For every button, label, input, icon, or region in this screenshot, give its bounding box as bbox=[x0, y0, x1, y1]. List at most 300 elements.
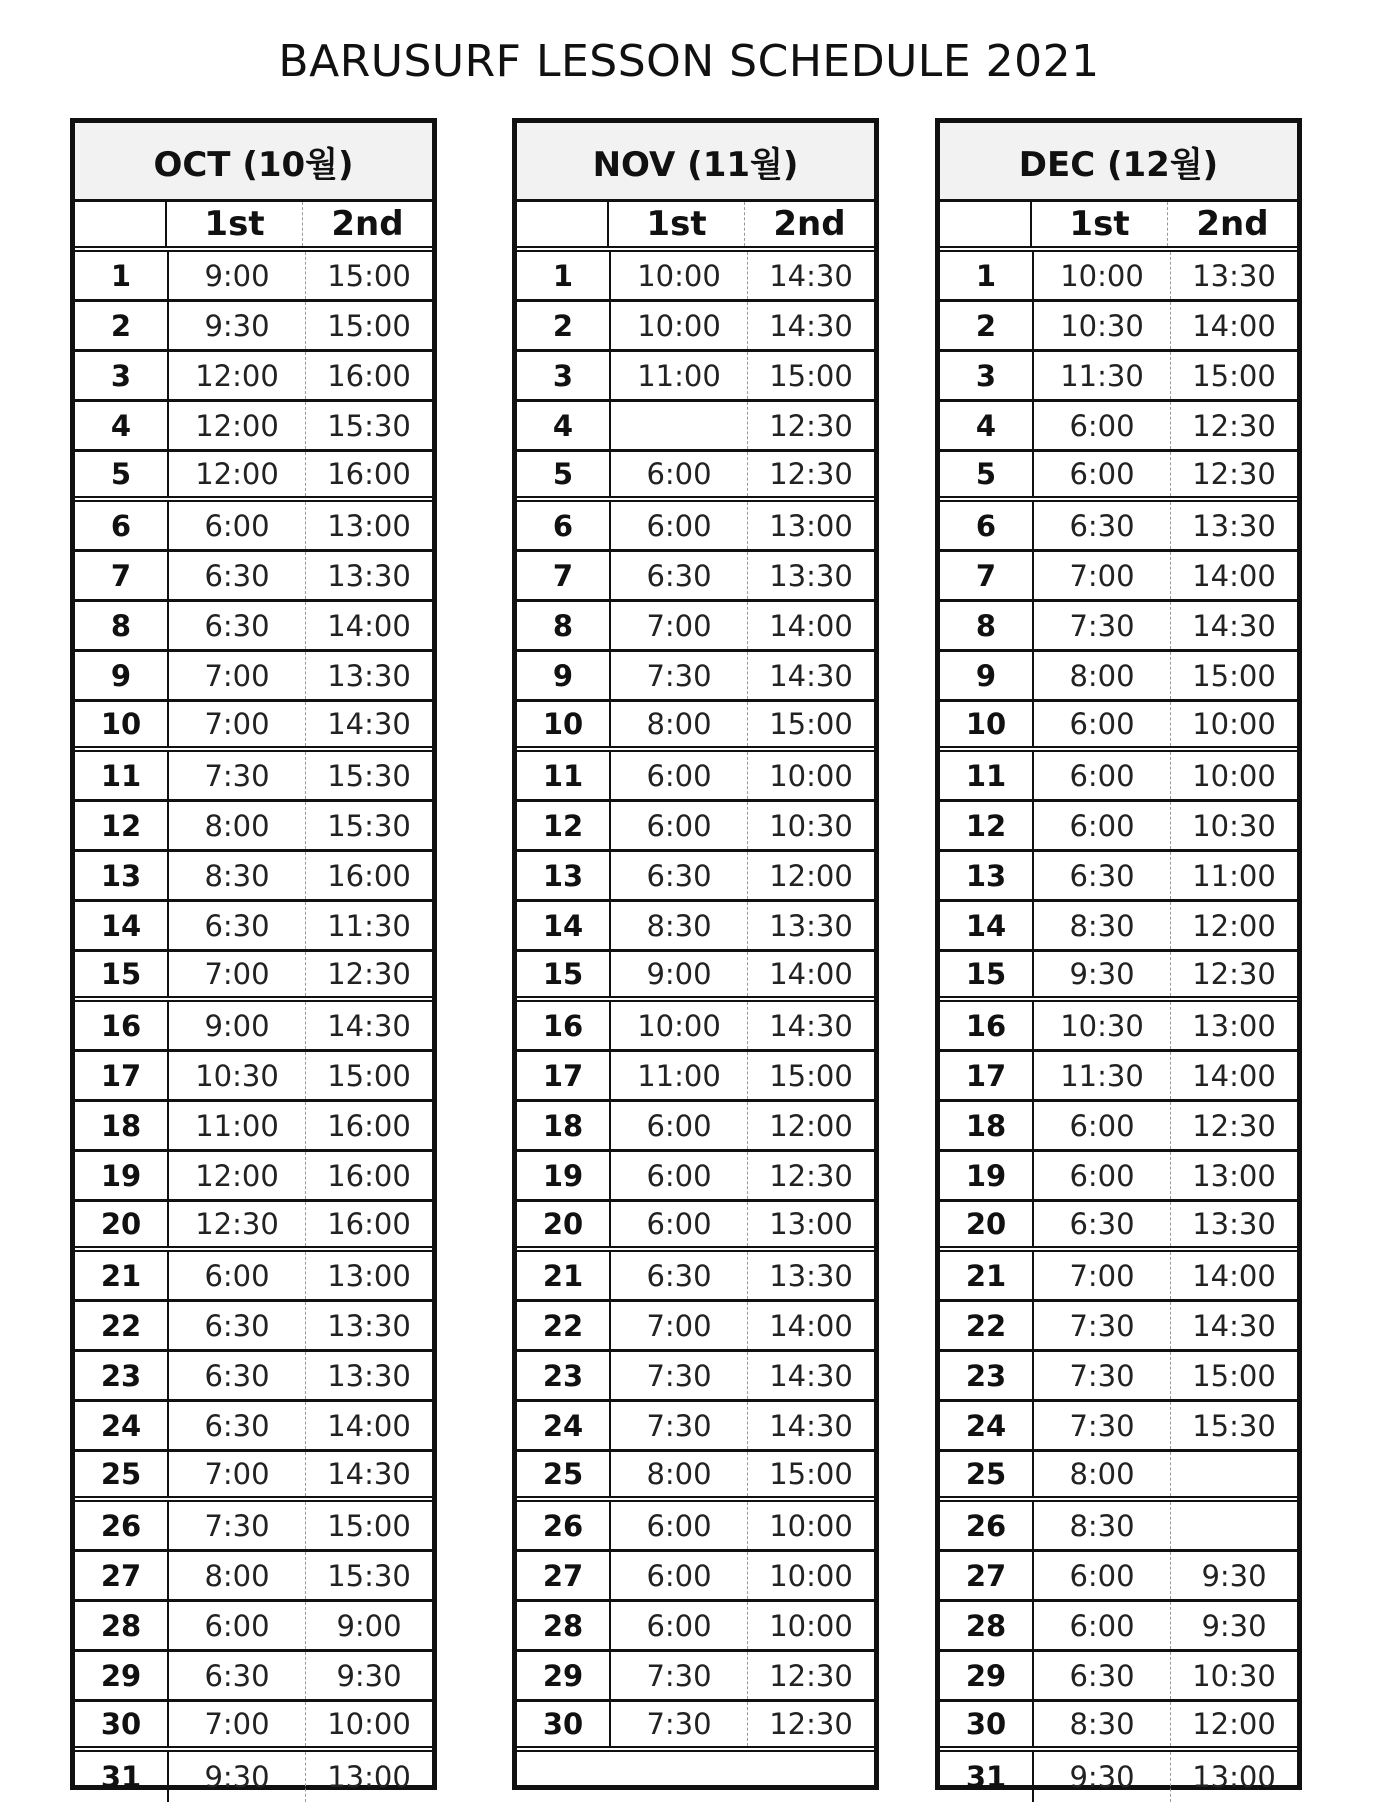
second-lesson-header: 2nd bbox=[1196, 204, 1269, 244]
first-lesson-time: 7:00 bbox=[169, 652, 306, 699]
day-cell: 7 bbox=[940, 552, 1034, 599]
day-cell: 24 bbox=[940, 1402, 1034, 1449]
first-lesson-time: 7:30 bbox=[169, 752, 306, 799]
second-lesson-time: 14:30 bbox=[769, 308, 853, 343]
table-row bbox=[940, 1302, 1297, 1352]
first-lesson-time: 7:30 bbox=[611, 1702, 748, 1746]
day-cell: 25 bbox=[517, 1452, 611, 1496]
second-lesson-time: 13:30 bbox=[327, 1358, 411, 1393]
table-row bbox=[75, 1752, 432, 1802]
first-lesson-time: 8:30 bbox=[1034, 1502, 1171, 1549]
second-lesson-time: 15:00 bbox=[769, 1058, 853, 1093]
table-row bbox=[517, 1652, 874, 1702]
day-cell bbox=[517, 1752, 609, 1802]
month-table-oct bbox=[70, 118, 437, 1794]
day-cell: 5 bbox=[517, 452, 611, 496]
first-lesson-time: 8:00 bbox=[611, 702, 748, 746]
second-lesson-time: 10:00 bbox=[769, 1608, 853, 1643]
second-lesson-time: 13:30 bbox=[769, 908, 853, 943]
first-lesson-header: 1st bbox=[609, 202, 745, 246]
second-lesson-time: 9:30 bbox=[1201, 1558, 1267, 1593]
second-lesson-time: 15:30 bbox=[327, 758, 411, 793]
first-lesson-time: 9:30 bbox=[169, 1752, 306, 1802]
first-lesson-time: 11:00 bbox=[169, 1102, 306, 1149]
first-lesson-time: 6:30 bbox=[169, 902, 306, 949]
second-lesson-time: 10:00 bbox=[769, 1558, 853, 1593]
day-cell: 6 bbox=[75, 502, 169, 549]
first-lesson-time: 6:30 bbox=[169, 552, 306, 599]
table-row bbox=[517, 502, 874, 552]
second-lesson-time: 12:30 bbox=[769, 1158, 853, 1193]
second-lesson-time: 14:30 bbox=[327, 707, 411, 741]
first-lesson-time: 9:00 bbox=[169, 252, 306, 299]
table-row bbox=[517, 602, 874, 652]
first-lesson-time: 7:00 bbox=[1034, 552, 1171, 599]
table-row bbox=[517, 902, 874, 952]
first-lesson-time: 10:00 bbox=[611, 252, 748, 299]
second-lesson-time: 11:00 bbox=[1192, 858, 1276, 893]
day-cell: 9 bbox=[75, 652, 169, 699]
table-row bbox=[517, 952, 874, 1002]
day-cell: 6 bbox=[517, 502, 611, 549]
day-cell: 8 bbox=[75, 602, 169, 649]
second-lesson-time: 15:00 bbox=[769, 707, 853, 741]
first-lesson-time: 10:30 bbox=[1034, 302, 1171, 349]
day-cell: 2 bbox=[517, 302, 611, 349]
first-lesson-time: 6:00 bbox=[1034, 752, 1171, 799]
second-lesson-time: 16:00 bbox=[327, 1207, 411, 1241]
day-cell: 16 bbox=[940, 1002, 1034, 1049]
table-row bbox=[517, 1302, 874, 1352]
second-lesson-time: 14:00 bbox=[327, 608, 411, 643]
day-cell: 29 bbox=[517, 1652, 611, 1699]
schedule-title: BARUSURF LESSON SCHEDULE 2021 bbox=[278, 36, 1100, 87]
day-cell: 22 bbox=[940, 1302, 1034, 1349]
month-header: NOV (11월) bbox=[517, 123, 874, 202]
second-lesson-time: 14:30 bbox=[769, 258, 853, 293]
second-lesson-time: 13:00 bbox=[1192, 1158, 1276, 1193]
table-row bbox=[940, 252, 1297, 302]
day-cell: 6 bbox=[940, 502, 1034, 549]
first-lesson-time: 7:00 bbox=[1034, 1252, 1171, 1299]
day-cell: 2 bbox=[75, 302, 169, 349]
day-cell: 30 bbox=[940, 1702, 1034, 1746]
day-cell: 22 bbox=[75, 1302, 169, 1349]
day-cell: 29 bbox=[940, 1652, 1034, 1699]
day-cell: 24 bbox=[517, 1402, 611, 1449]
second-lesson-time: 15:00 bbox=[1192, 1358, 1276, 1393]
first-lesson-time: 6:30 bbox=[169, 1352, 306, 1399]
table-row bbox=[75, 752, 432, 802]
first-lesson-time: 8:00 bbox=[611, 1452, 748, 1496]
first-lesson-time: 7:30 bbox=[1034, 1352, 1171, 1399]
first-lesson-time: 6:00 bbox=[611, 1152, 748, 1199]
day-cell: 15 bbox=[940, 952, 1034, 996]
first-lesson-time: 9:00 bbox=[611, 952, 748, 996]
first-lesson-time: 6:30 bbox=[1034, 1652, 1171, 1699]
day-cell: 16 bbox=[75, 1002, 169, 1049]
first-lesson-time: 10:00 bbox=[611, 302, 748, 349]
second-lesson-time: 11:30 bbox=[327, 908, 411, 943]
first-lesson-time: 8:00 bbox=[1034, 1452, 1171, 1496]
first-lesson-time: 12:00 bbox=[169, 402, 306, 449]
table-row bbox=[940, 402, 1297, 452]
day-cell: 9 bbox=[517, 652, 611, 699]
second-lesson-time: 15:00 bbox=[327, 308, 411, 343]
second-lesson-time: 14:00 bbox=[1192, 1058, 1276, 1093]
day-cell: 13 bbox=[940, 852, 1034, 899]
day-cell: 1 bbox=[940, 252, 1034, 299]
day-cell: 15 bbox=[517, 952, 611, 996]
day-cell: 14 bbox=[940, 902, 1034, 949]
first-lesson-time: 6:00 bbox=[611, 502, 748, 549]
table-row bbox=[75, 1252, 432, 1302]
table-row bbox=[517, 1152, 874, 1202]
table-row bbox=[517, 752, 874, 802]
first-lesson-time: 12:30 bbox=[169, 1202, 306, 1246]
day-cell: 21 bbox=[940, 1252, 1034, 1299]
first-lesson-time: 10:30 bbox=[1034, 1002, 1171, 1049]
table-row bbox=[940, 502, 1297, 552]
table-row bbox=[75, 552, 432, 602]
table-row bbox=[75, 1302, 432, 1352]
second-lesson-time: 13:30 bbox=[1192, 508, 1276, 543]
second-lesson-time: 14:30 bbox=[1192, 1308, 1276, 1343]
first-lesson-time: 7:30 bbox=[1034, 602, 1171, 649]
day-cell: 10 bbox=[75, 702, 169, 746]
second-lesson-time: 12:30 bbox=[1192, 408, 1276, 443]
day-cell: 15 bbox=[75, 952, 169, 996]
second-lesson-time: 14:30 bbox=[327, 1457, 411, 1491]
second-lesson-time bbox=[1171, 1502, 1297, 1549]
day-cell: 14 bbox=[517, 902, 611, 949]
first-lesson-time bbox=[609, 1752, 745, 1802]
first-lesson-time: 6:00 bbox=[1034, 802, 1171, 849]
second-lesson-time: 13:00 bbox=[769, 1207, 853, 1241]
first-lesson-time: 6:00 bbox=[611, 1502, 748, 1549]
table-row bbox=[75, 252, 432, 302]
second-lesson-time: 10:00 bbox=[1192, 758, 1276, 793]
second-lesson-time: 14:00 bbox=[769, 1308, 853, 1343]
first-lesson-time: 6:00 bbox=[1034, 1152, 1171, 1199]
month-header: DEC (12월) bbox=[940, 123, 1297, 202]
day-cell: 23 bbox=[940, 1352, 1034, 1399]
first-lesson-time: 8:00 bbox=[169, 802, 306, 849]
first-lesson-time: 12:00 bbox=[169, 1152, 306, 1199]
day-cell: 19 bbox=[940, 1152, 1034, 1199]
first-lesson-time: 6:30 bbox=[169, 1302, 306, 1349]
table-row bbox=[75, 652, 432, 702]
table-row bbox=[940, 1502, 1297, 1552]
month-header: OCT (10월) bbox=[75, 123, 432, 202]
day-cell: 3 bbox=[75, 352, 169, 399]
first-lesson-time: 6:00 bbox=[1034, 452, 1171, 496]
table-row bbox=[75, 1452, 432, 1502]
day-cell: 5 bbox=[940, 452, 1034, 496]
day-cell: 18 bbox=[940, 1102, 1034, 1149]
first-lesson-time: 12:00 bbox=[169, 452, 306, 496]
day-cell: 21 bbox=[75, 1252, 169, 1299]
table-row bbox=[940, 852, 1297, 902]
day-cell: 4 bbox=[75, 402, 169, 449]
day-cell: 30 bbox=[517, 1702, 611, 1746]
first-lesson-time: 11:30 bbox=[1034, 352, 1171, 399]
day-cell: 8 bbox=[517, 602, 611, 649]
second-lesson-time: 10:00 bbox=[769, 1508, 853, 1543]
table-row bbox=[75, 1202, 432, 1252]
day-cell: 23 bbox=[517, 1352, 611, 1399]
day-cell: 4 bbox=[517, 402, 611, 449]
table-row bbox=[517, 1252, 874, 1302]
column-header-row bbox=[517, 202, 874, 252]
table-row bbox=[75, 1352, 432, 1402]
second-lesson-time: 9:00 bbox=[336, 1608, 402, 1643]
day-column-header bbox=[517, 202, 609, 246]
second-lesson-time: 15:00 bbox=[327, 1508, 411, 1543]
table-row bbox=[940, 1152, 1297, 1202]
table-row bbox=[940, 652, 1297, 702]
first-lesson-time: 8:30 bbox=[1034, 1702, 1171, 1746]
day-column-header bbox=[75, 202, 167, 246]
second-lesson-time: 12:30 bbox=[769, 457, 853, 491]
first-lesson-time: 10:00 bbox=[611, 1002, 748, 1049]
first-lesson-time: 7:30 bbox=[1034, 1302, 1171, 1349]
table-row bbox=[940, 302, 1297, 352]
first-lesson-time: 9:30 bbox=[169, 302, 306, 349]
table-row bbox=[940, 1002, 1297, 1052]
day-cell: 27 bbox=[517, 1552, 611, 1599]
first-lesson-time bbox=[611, 402, 748, 449]
day-cell: 5 bbox=[75, 452, 169, 496]
table-row bbox=[940, 1202, 1297, 1252]
column-header-row bbox=[75, 202, 432, 252]
first-lesson-time: 7:30 bbox=[611, 652, 748, 699]
day-cell: 26 bbox=[75, 1502, 169, 1549]
day-cell: 20 bbox=[517, 1202, 611, 1246]
day-cell: 26 bbox=[940, 1502, 1034, 1549]
first-lesson-time: 6:00 bbox=[1034, 1602, 1171, 1649]
second-lesson-time: 16:00 bbox=[327, 457, 411, 491]
day-cell: 13 bbox=[75, 852, 169, 899]
second-lesson-time: 15:00 bbox=[327, 1058, 411, 1093]
second-lesson-time: 14:30 bbox=[327, 1008, 411, 1043]
table-row bbox=[75, 1402, 432, 1452]
table-row bbox=[940, 552, 1297, 602]
second-lesson-time: 13:00 bbox=[1192, 1008, 1276, 1043]
table-row bbox=[940, 1102, 1297, 1152]
second-lesson-time: 12:30 bbox=[769, 408, 853, 443]
day-cell: 13 bbox=[517, 852, 611, 899]
day-cell: 31 bbox=[940, 1752, 1034, 1802]
second-lesson-time: 12:00 bbox=[1192, 908, 1276, 943]
second-lesson-time: 9:30 bbox=[1201, 1608, 1267, 1643]
first-lesson-time: 6:30 bbox=[1034, 502, 1171, 549]
first-lesson-time: 6:30 bbox=[611, 852, 748, 899]
first-lesson-time: 10:30 bbox=[169, 1052, 306, 1099]
second-lesson-time: 14:00 bbox=[1192, 1258, 1276, 1293]
second-lesson-time: 12:30 bbox=[1192, 957, 1276, 991]
day-cell: 3 bbox=[517, 352, 611, 399]
day-cell: 27 bbox=[75, 1552, 169, 1599]
table-row bbox=[940, 1602, 1297, 1652]
table-row bbox=[517, 1002, 874, 1052]
second-lesson-time: 15:30 bbox=[327, 808, 411, 843]
table-row bbox=[940, 1702, 1297, 1752]
day-cell: 30 bbox=[75, 1702, 169, 1746]
day-cell: 1 bbox=[517, 252, 611, 299]
first-lesson-time: 6:00 bbox=[611, 1102, 748, 1149]
table-row bbox=[517, 452, 874, 502]
first-lesson-time: 6:00 bbox=[169, 1252, 306, 1299]
second-lesson-time: 14:30 bbox=[769, 658, 853, 693]
table-row bbox=[517, 1352, 874, 1402]
day-cell: 10 bbox=[517, 702, 611, 746]
second-lesson-time: 10:00 bbox=[769, 758, 853, 793]
first-lesson-time: 7:00 bbox=[611, 602, 748, 649]
table-row bbox=[940, 702, 1297, 752]
table-row bbox=[517, 702, 874, 752]
second-lesson-time: 14:30 bbox=[769, 1408, 853, 1443]
day-cell: 19 bbox=[517, 1152, 611, 1199]
second-lesson-time: 10:30 bbox=[1192, 808, 1276, 843]
day-cell: 14 bbox=[75, 902, 169, 949]
table-row bbox=[75, 902, 432, 952]
table-row bbox=[517, 1052, 874, 1102]
first-lesson-time: 7:00 bbox=[169, 1452, 306, 1496]
second-lesson-time: 15:30 bbox=[327, 1558, 411, 1593]
first-lesson-header: 1st bbox=[1032, 202, 1168, 246]
second-lesson-time: 13:00 bbox=[327, 1760, 411, 1794]
second-lesson-time: 13:30 bbox=[769, 558, 853, 593]
table-row bbox=[75, 1002, 432, 1052]
table-row bbox=[517, 252, 874, 302]
first-lesson-header: 1st bbox=[167, 202, 303, 246]
table-row bbox=[940, 602, 1297, 652]
first-lesson-time: 10:00 bbox=[1034, 252, 1171, 299]
second-lesson-time: 13:00 bbox=[1192, 1760, 1276, 1794]
second-lesson-time: 15:30 bbox=[1192, 1408, 1276, 1443]
table-row bbox=[75, 1102, 432, 1152]
day-cell: 23 bbox=[75, 1352, 169, 1399]
table-row bbox=[940, 802, 1297, 852]
second-lesson-time: 15:00 bbox=[327, 258, 411, 293]
empty-row bbox=[517, 1752, 874, 1802]
table-row bbox=[940, 1052, 1297, 1102]
first-lesson-time: 9:00 bbox=[169, 1002, 306, 1049]
first-lesson-time: 6:00 bbox=[611, 1552, 748, 1599]
second-lesson-time: 16:00 bbox=[327, 1158, 411, 1193]
day-cell: 28 bbox=[517, 1602, 611, 1649]
table-row bbox=[517, 402, 874, 452]
day-cell: 18 bbox=[517, 1102, 611, 1149]
second-lesson-time: 14:30 bbox=[769, 1358, 853, 1393]
day-column-header bbox=[940, 202, 1032, 246]
second-lesson-time: 13:30 bbox=[327, 1308, 411, 1343]
first-lesson-time: 6:00 bbox=[1034, 702, 1171, 746]
second-lesson-time: 16:00 bbox=[327, 1108, 411, 1143]
first-lesson-time: 6:00 bbox=[611, 1202, 748, 1246]
first-lesson-time: 7:00 bbox=[169, 952, 306, 996]
table-row bbox=[517, 552, 874, 602]
second-lesson-time: 12:00 bbox=[1192, 1707, 1276, 1741]
second-lesson-header: 2nd bbox=[773, 204, 846, 244]
second-lesson-time: 15:00 bbox=[769, 358, 853, 393]
second-lesson-time: 14:30 bbox=[1192, 608, 1276, 643]
table-row bbox=[940, 1402, 1297, 1452]
second-lesson-time: 13:00 bbox=[327, 1258, 411, 1293]
table-row bbox=[75, 702, 432, 752]
table-row bbox=[75, 402, 432, 452]
table-row bbox=[75, 1502, 432, 1552]
second-lesson-time: 12:30 bbox=[769, 1707, 853, 1741]
day-cell: 17 bbox=[517, 1052, 611, 1099]
table-row bbox=[517, 852, 874, 902]
table-row bbox=[517, 1552, 874, 1602]
first-lesson-time: 6:00 bbox=[611, 1602, 748, 1649]
day-cell: 11 bbox=[517, 752, 611, 799]
table-row bbox=[75, 1552, 432, 1602]
table-row bbox=[75, 952, 432, 1002]
second-lesson-time: 15:00 bbox=[1192, 658, 1276, 693]
day-cell: 28 bbox=[75, 1602, 169, 1649]
table-row bbox=[940, 352, 1297, 402]
table-row bbox=[517, 1202, 874, 1252]
second-lesson-time: 14:00 bbox=[327, 1408, 411, 1443]
first-lesson-time: 8:30 bbox=[611, 902, 748, 949]
table-row bbox=[75, 802, 432, 852]
table-row bbox=[940, 1752, 1297, 1802]
second-lesson-time: 13:30 bbox=[1192, 258, 1276, 293]
second-lesson-time bbox=[745, 1752, 874, 1802]
table-row bbox=[940, 752, 1297, 802]
table-row bbox=[517, 302, 874, 352]
first-lesson-time: 7:30 bbox=[611, 1652, 748, 1699]
day-cell: 19 bbox=[75, 1152, 169, 1199]
day-cell: 24 bbox=[75, 1402, 169, 1449]
day-cell: 18 bbox=[75, 1102, 169, 1149]
day-cell: 10 bbox=[940, 702, 1034, 746]
second-lesson-time: 13:00 bbox=[769, 508, 853, 543]
table-row bbox=[517, 1402, 874, 1452]
first-lesson-time: 6:00 bbox=[169, 1602, 306, 1649]
second-lesson-time: 14:30 bbox=[769, 1008, 853, 1043]
second-lesson-time: 13:30 bbox=[1192, 1207, 1276, 1241]
table-row bbox=[517, 1702, 874, 1752]
day-cell: 22 bbox=[517, 1302, 611, 1349]
second-lesson-time: 13:30 bbox=[327, 558, 411, 593]
table-row bbox=[75, 1652, 432, 1702]
first-lesson-time: 6:00 bbox=[1034, 1552, 1171, 1599]
day-cell: 2 bbox=[940, 302, 1034, 349]
first-lesson-time: 6:00 bbox=[1034, 1102, 1171, 1149]
day-cell: 21 bbox=[517, 1252, 611, 1299]
day-cell: 27 bbox=[940, 1552, 1034, 1599]
day-cell: 12 bbox=[75, 802, 169, 849]
day-cell: 9 bbox=[940, 652, 1034, 699]
table-row bbox=[75, 852, 432, 902]
table-row bbox=[75, 452, 432, 502]
first-lesson-time: 7:30 bbox=[1034, 1402, 1171, 1449]
first-lesson-time: 6:00 bbox=[169, 502, 306, 549]
day-cell: 8 bbox=[940, 602, 1034, 649]
day-cell: 17 bbox=[75, 1052, 169, 1099]
first-lesson-time: 8:30 bbox=[169, 852, 306, 899]
first-lesson-time: 6:00 bbox=[611, 802, 748, 849]
first-lesson-time: 11:30 bbox=[1034, 1052, 1171, 1099]
table-row bbox=[75, 502, 432, 552]
day-cell: 12 bbox=[517, 802, 611, 849]
day-cell: 7 bbox=[517, 552, 611, 599]
